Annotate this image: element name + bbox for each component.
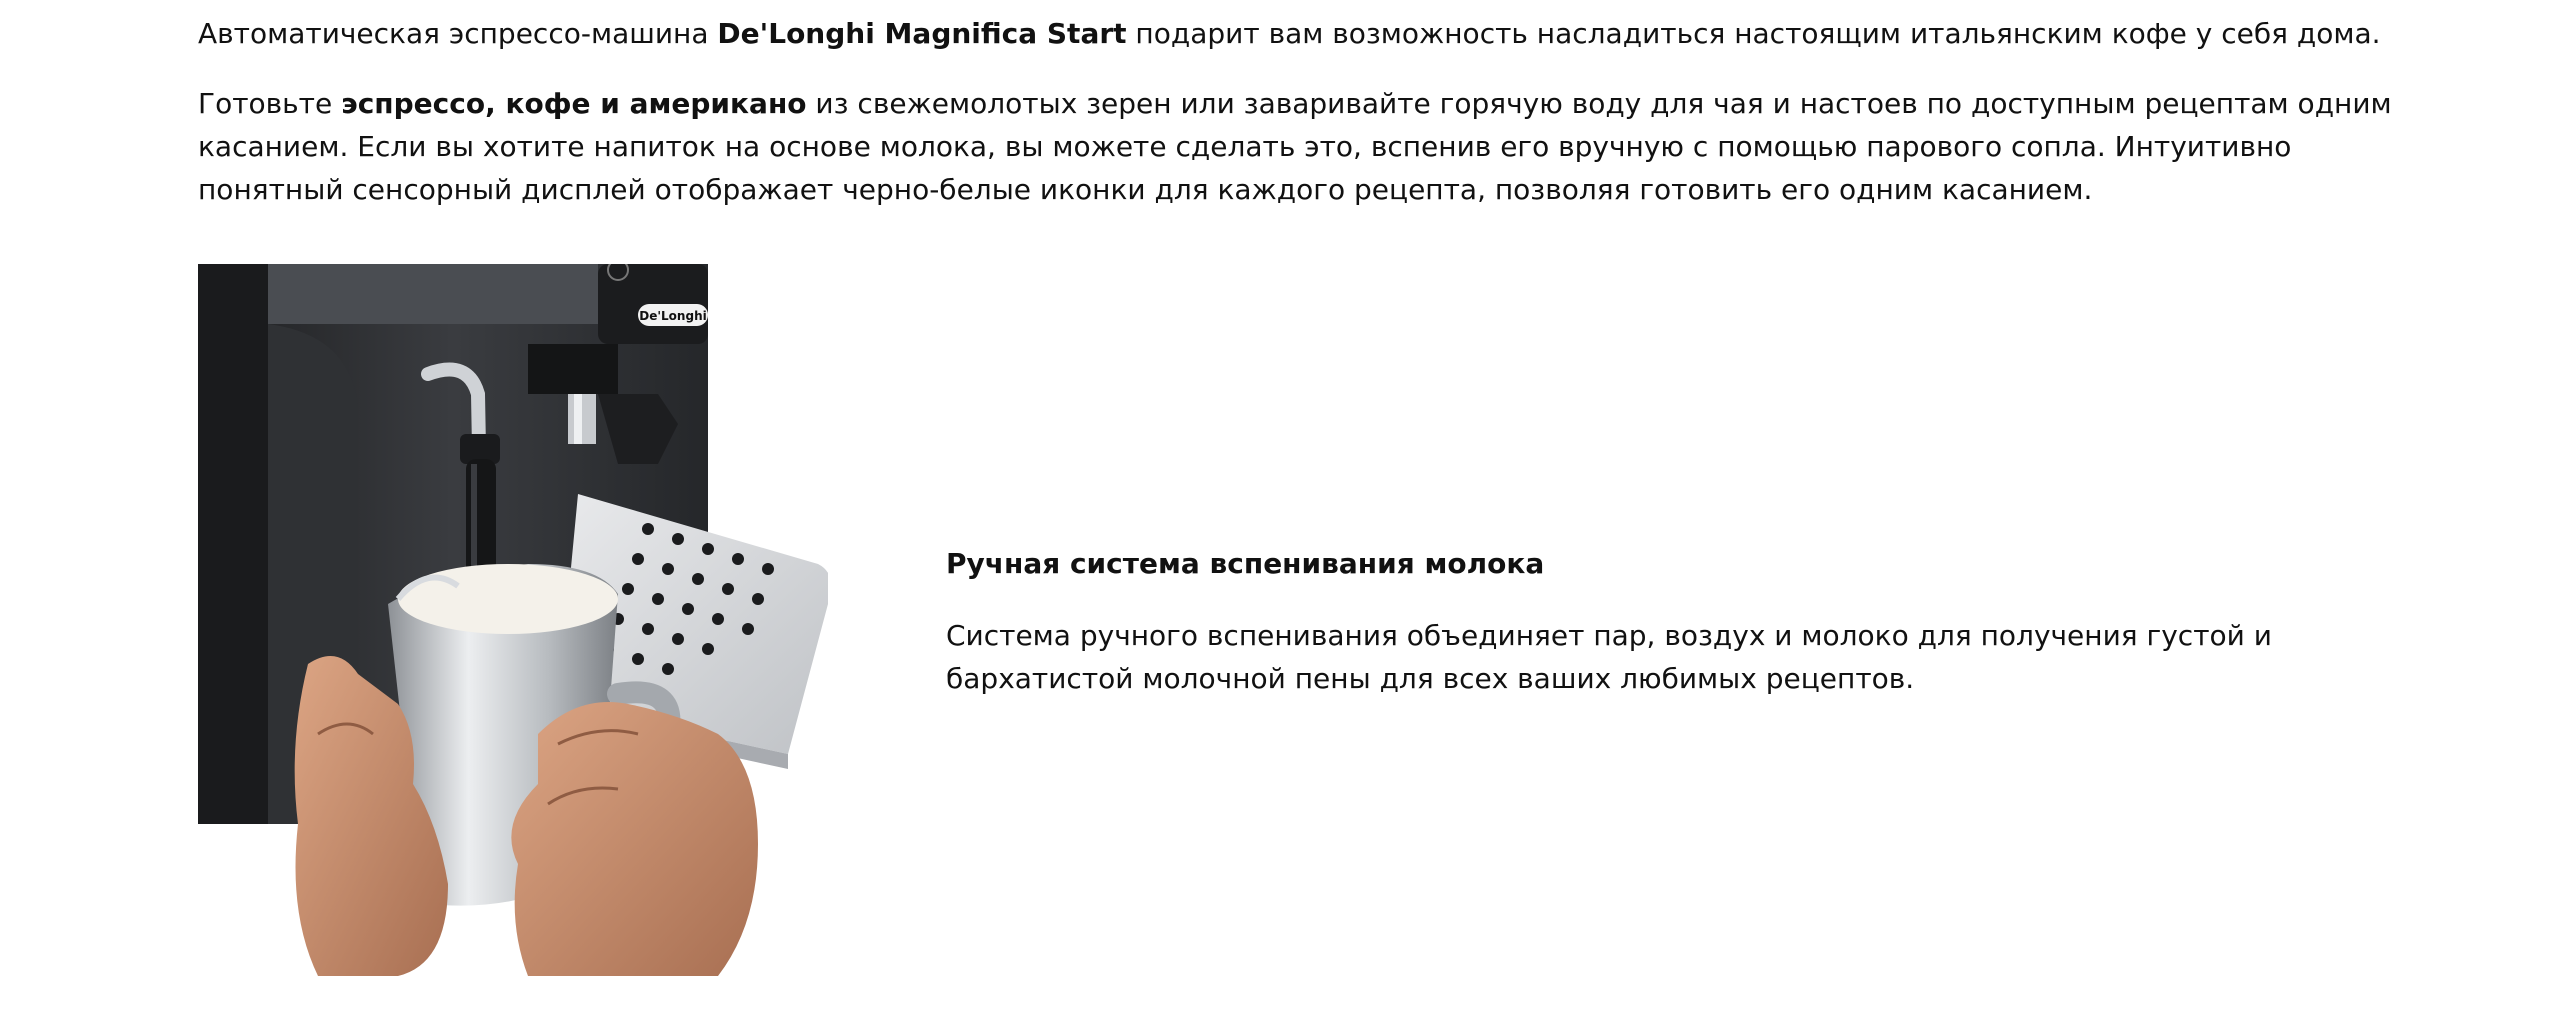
- milk-foam: [398, 564, 618, 634]
- intro-paragraph: [198, 12, 2381, 55]
- details-text-before: Готовьте: [198, 87, 342, 120]
- details-text-after: из свежемолотых зерен или заваривайте горячую воду для чая и настоев по доступным рецептам одним касанием. Если вы хотите напиток на основе молока, вы можете сделать это, вспенив его вручную с помощью парового сопла. Интуитивно понятный сенсорный дисплей отображает черно-белые иконки для каждого рецепта, позволяя готовить его одним касанием.: [198, 87, 2392, 206]
- intro-text-after: подарит вам возможность насладиться настоящим итальянским кофе у себя дома.: [1126, 17, 2381, 50]
- product-photo: [198, 264, 828, 976]
- feature-text: [946, 544, 2386, 700]
- coffee-machine-frothing-illustration: [198, 264, 828, 976]
- details-paragraph: [198, 82, 2398, 211]
- feature-description: Система ручного вспенивания объединяет пар, воздух и молоко для получения густой и бархатистой молочной пены для всех ваших любимых рецептов.: [946, 619, 2272, 695]
- intro-text-before: Автоматическая эспрессо-машина: [198, 17, 718, 50]
- feature-block-milk-frothing: [198, 264, 2398, 976]
- feature-title: Ручная система вспенивания молока: [946, 547, 1545, 580]
- intro-brand-name: De'Longhi Magnifica Start: [717, 17, 1127, 50]
- brand-logo-text: De'Longhi: [639, 309, 707, 323]
- right-hand: [511, 702, 758, 976]
- details-drinks: эспрессо, кофе и американо: [341, 87, 807, 120]
